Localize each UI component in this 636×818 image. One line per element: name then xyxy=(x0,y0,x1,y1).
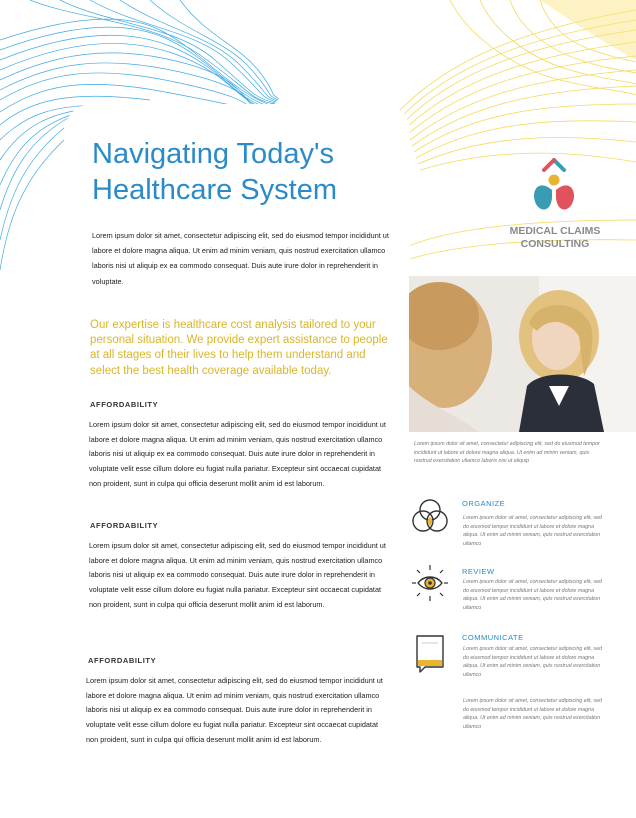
service-text-communicate-2: Lorem ipsum dolor sit amet, consectetur adipiscing elit, sed do eiusmod tempor incididunt ut labore et dolore magna aliqua. Ut enim ad minim veniam, quis nostrud exercitation ullamco xyxy=(463,698,602,730)
title-line-1: Navigating Today's xyxy=(92,138,334,170)
title-line-2: Healthcare System xyxy=(92,174,337,206)
service-text-review: Lorem ipsum dolor sit amet, consectetur adipiscing elit, sed do eiusmod tempor incididunt ut labore et dolore magna aliqua. Ut enim ad minim veniam, quis nostrud exercitation ullamco xyxy=(463,579,602,611)
section-heading-2: AFFORDABILITY xyxy=(90,521,159,530)
yellow-wave-lines xyxy=(400,0,636,262)
intro-paragraph: Lorem ipsum dolor sit amet, consectetur adipiscing elit, sed do eiusmod tempor incididunt ut labore et dolore magna aliqua. Ut enim ad minim veniam, quis nostrud exercitation ullamco laboris nisi ut aliquip ex ea commodo consequat. Duis aute irure dolor in reprehenderit in voluptate. xyxy=(92,231,389,286)
section-text-3: Lorem ipsum dolor sit amet, consectetur adipiscing elit, sed do eiusmod tempor incididunt ut labore et dolore magna aliqua. Ut enim ad minim veniam, quis nostrud exercitation ullamco laboris nisi ut aliquip ex ea commodo consequat. Duis aute irure dolor in reprehenderit in voluptate velit esse cillum dolore eu fugiat nulla pariatur. Excepteur sint occaecat cupidatat non proident, sunt in culpa qui officia deserunt mollit anim id est laborum. xyxy=(86,676,383,744)
service-title-communicate: COMMUNICATE xyxy=(462,633,524,642)
section-text-1: Lorem ipsum dolor sit amet, consectetur adipiscing elit, sed do eiusmod tempor incididunt ut labore et dolore magna aliqua. Ut enim ad minim veniam, quis nostrud exercitation ullamco laboris nisi ut aliquip ex ea commodo consequat. Duis aute irure dolor in reprehenderit in voluptate velit esse cillum dolore eu fugiat nulla pariatur. Excepteur sint occaecat cupidatat non proident, sunt in culpa qui officia deserunt mollit anim id est laborum. xyxy=(89,420,386,488)
venn-circles-icon xyxy=(410,496,450,536)
house-leaf-person-icon xyxy=(528,158,580,220)
consultation-photo xyxy=(409,276,636,432)
brand-line-1: MEDICAL CLAIMS xyxy=(509,225,601,237)
brand-name xyxy=(500,225,610,251)
photo-caption: Lorem ipsum dolor sit amet, consectetur adipiscing elit, sed do eiusmod tempor incididunt ut labore et dolore magna aliqua. Ut enim ad minim veniam, quis nostrud exercitation ullamco laboris nisi ut aliquip xyxy=(414,441,600,465)
service-text-communicate: Lorem ipsum dolor sit amet, consectetur adipiscing elit, sed do eiusmod tempor incididunt ut labore et dolore magna aliqua. Ut enim ad minim veniam, quis nostrud exercitation ullamco xyxy=(463,646,602,678)
eye-icon xyxy=(410,563,450,603)
service-text-organize: Lorem ipsum dolor sit amet, consectetur adipiscing elit, sed do eiusmod tempor incididunt ut labore et dolore magna aliqua. Ut enim ad minim veniam, quis nostrud exercitation ullamco xyxy=(463,515,602,547)
service-title-review: REVIEW xyxy=(462,567,495,576)
brand-line-2: CONSULTING xyxy=(520,238,590,250)
highlight-paragraph: Our expertise is healthcare cost analysis tailored to your personal situation. We provide expert assistance to people at all stages of their lives to help them understand and select the best health coverage available today. xyxy=(90,319,388,377)
document-speech-icon xyxy=(410,633,450,673)
service-title-organize: ORGANIZE xyxy=(462,499,506,508)
page-title xyxy=(92,136,392,208)
section-heading-3: AFFORDABILITY xyxy=(88,656,157,665)
section-text-2: Lorem ipsum dolor sit amet, consectetur adipiscing elit, sed do eiusmod tempor incididunt ut labore et dolore magna aliqua. Ut enim ad minim veniam, quis nostrud exercitation ullamco laboris nisi ut aliquip ex ea commodo consequat. Duis aute irure dolor in reprehenderit in voluptate velit esse cillum dolore eu fugiat nulla pariatur. Excepteur sint occaecat cupidatat non proident, sunt in culpa qui officia deserunt mollit anim id est laborum. xyxy=(89,541,386,609)
section-heading-1: AFFORDABILITY xyxy=(90,400,159,409)
